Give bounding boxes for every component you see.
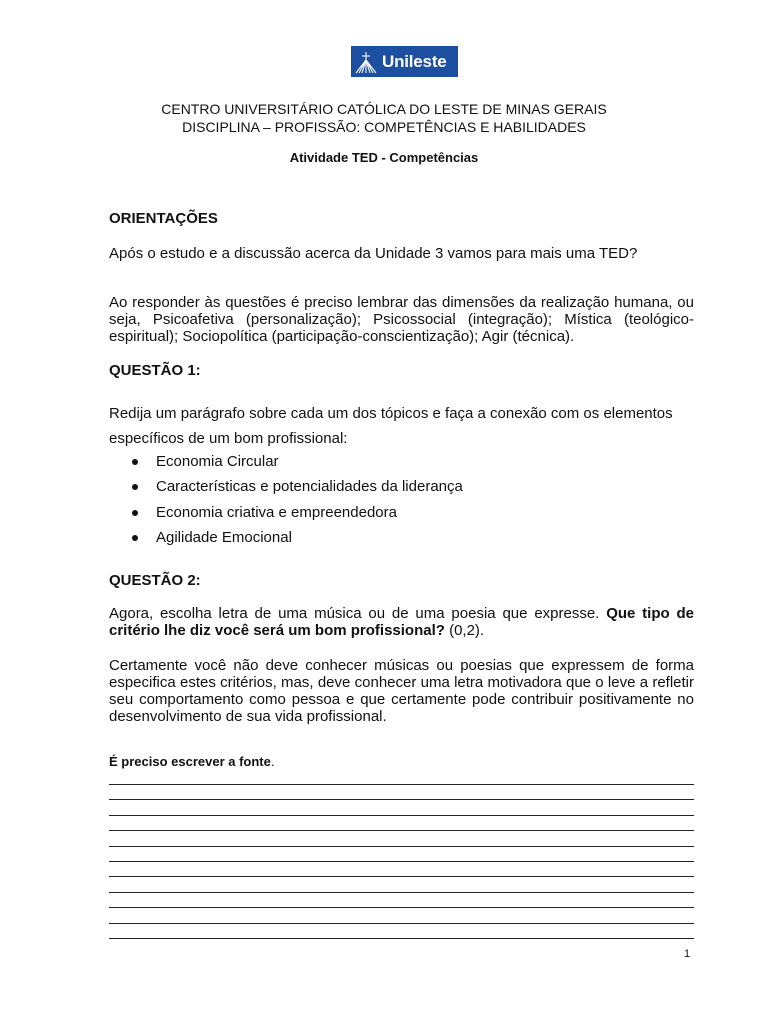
- topic-label: Características e potencialidades da liderança: [156, 478, 463, 496]
- bullet-icon: [132, 459, 138, 465]
- answer-line: [109, 938, 694, 939]
- list-item: [109, 452, 694, 477]
- prompt-question: Que tipo de critério lhe diz você será um bom profissional?: [109, 605, 695, 639]
- orientacoes-heading: ORIENTAÇÕES: [109, 210, 218, 227]
- prompt-score: (0,2).: [444, 622, 485, 639]
- answer-line: [109, 830, 694, 831]
- page-number: 1: [684, 948, 691, 960]
- bullet-icon: [132, 535, 138, 541]
- topic-label: Economia Circular: [156, 453, 279, 470]
- logo-wordmark: Unileste: [382, 51, 447, 71]
- questao1-prompt: Redija um parágrafo sobre cada um dos tópicos e faça a conexão com os elementos específicos de um bom profissional:: [109, 405, 673, 448]
- discipline-name: DISCIPLINA – PROFISSÃO: COMPETÊNCIAS E HABILIDADES: [182, 119, 586, 135]
- prompt-text: Agora, escolha letra de uma música ou de uma poesia que expresse.: [109, 605, 607, 622]
- answer-line: [109, 876, 694, 877]
- topic-label: Economia criativa e empreendedora: [156, 503, 397, 521]
- answer-line: [109, 907, 694, 908]
- questao2-note: Certamente você não deve conhecer músicas ou poesias que expressem de forma especifica estes critérios, mas, deve conhecer uma letra motivadora que o leve a refletir seu comportamento como pessoa e que certamente pode contribuir positivamente no desenvolvimento de sua vida profissional.: [109, 657, 694, 725]
- source-period: .: [270, 754, 275, 769]
- answer-line: [109, 799, 694, 800]
- source-bold: É preciso escrever a fonte: [109, 754, 271, 769]
- unileste-logo: [351, 46, 458, 77]
- bullet-icon: [132, 510, 138, 516]
- questao2-prompt: [109, 605, 694, 639]
- questao2-heading: QUESTÃO 2:: [109, 572, 201, 589]
- cross-rays-icon: [351, 46, 381, 77]
- answer-line: [109, 861, 694, 862]
- orientacoes-body: Ao responder às questões é preciso lembrar das dimensões da realização humana, ou seja, Psicoafetiva (personalização); Psicossocial (integração); Mística (teológico-espiritual); Sociopolítica (participação-conscientização); Agir (técnica).: [109, 294, 694, 345]
- list-item: [109, 528, 694, 553]
- source-instruction: [109, 754, 274, 769]
- topic-label: Agilidade Emocional: [156, 528, 292, 546]
- orientacoes-intro: Após o estudo e a discussão acerca da Unidade 3 vamos para mais uma TED?: [109, 245, 638, 262]
- topics-list: [109, 452, 694, 553]
- activity-title: Atividade TED - Competências: [289, 150, 479, 165]
- answer-line: [109, 784, 694, 785]
- institution-name: CENTRO UNIVERSITÁRIO CATÓLICA DO LESTE DE MINAS GERAIS: [161, 101, 607, 117]
- bullet-icon: [132, 484, 138, 490]
- answer-line: [109, 846, 694, 847]
- answer-line: [109, 815, 694, 816]
- answer-line: [109, 923, 694, 924]
- questao1-heading: QUESTÃO 1:: [109, 362, 201, 379]
- list-item: [109, 503, 694, 528]
- answer-line: [109, 892, 694, 893]
- list-item: [109, 477, 694, 502]
